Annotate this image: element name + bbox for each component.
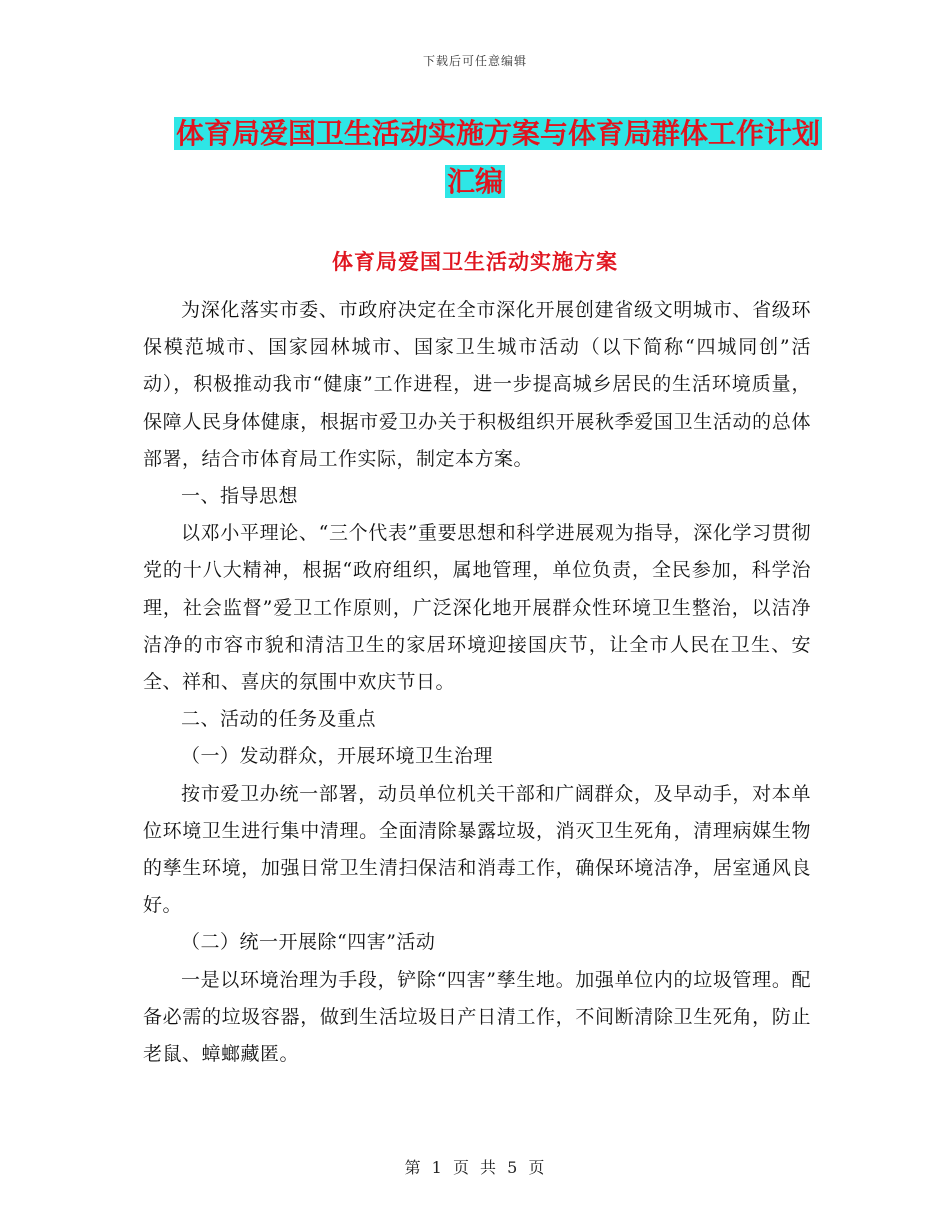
document-title <box>0 110 950 206</box>
heading-tasks-and-focus: 二、活动的任务及重点 <box>181 708 377 731</box>
header-note: 下载后可任意编辑 <box>422 54 527 68</box>
document-body <box>143 292 811 1073</box>
document-title-line-2: 汇编 <box>446 165 503 198</box>
four-pests-paragraph: 一是以环境治理为手段，铲除“四害”孳生地。加强单位内的垃圾管理。配备必需的垃圾容器，做到生活垃圾日产日清工作，不间断清除卫生死角，防止老鼠、蟑螂藏匿。 <box>143 968 811 1066</box>
intro-paragraph: 为深化落实市委、市政府决定在全市深化开展创建省级文明城市、省级环保模范城市、国家园林城市、国家卫生城市活动（以下简称“四城同创”活动），积极推动我市“健康”工作进程，进一步提高城乡居民的生活环境质量，保障人民身体健康，根据市爱卫办关于积极组织开展秋季爱国卫生活动的总体部署，结合市体育局工作实际，制定本方案。 <box>143 299 811 470</box>
subheading-four-pests: （二）统一开展除“四害”活动 <box>181 931 436 954</box>
heading-guiding-ideology: 一、指导思想 <box>181 485 299 508</box>
mobilize-masses-paragraph: 按市爱卫办统一部署，动员单位机关干部和广阔群众，及早动手，对本单位环境卫生进行集中清理。全面清除暴露垃圾，消灭卫生死角，清理病媒生物的孳生环境，加强日常卫生清扫保洁和消毒工作，确保环境洁净，居室通风良好。 <box>143 782 811 917</box>
document-title-line-1: 体育局爱国卫生活动实施方案与体育局群体工作计划 <box>175 117 820 150</box>
section-title: 体育局爱国卫生活动实施方案 <box>332 250 618 274</box>
guiding-ideology-paragraph: 以邓小平理论、“三个代表”重要思想和科学进展观为指导，深化学习贯彻党的十八大精神，根据“政府组织，属地管理，单位负责，全民参加，科学治理，社会监督”爱卫工作原则，广泛深化地开展群众性环境卫生整治，以洁净洁净的市容市貌和清洁卫生的家居环境迎接国庆节，让全市人民在卫生、安全、祥和、喜庆的氛围中欢庆节日。 <box>143 522 811 694</box>
page-footer: 第 1 页 共 5 页 <box>404 1158 546 1177</box>
subheading-mobilize-masses: （一）发动群众，开展环境卫生治理 <box>181 745 494 768</box>
